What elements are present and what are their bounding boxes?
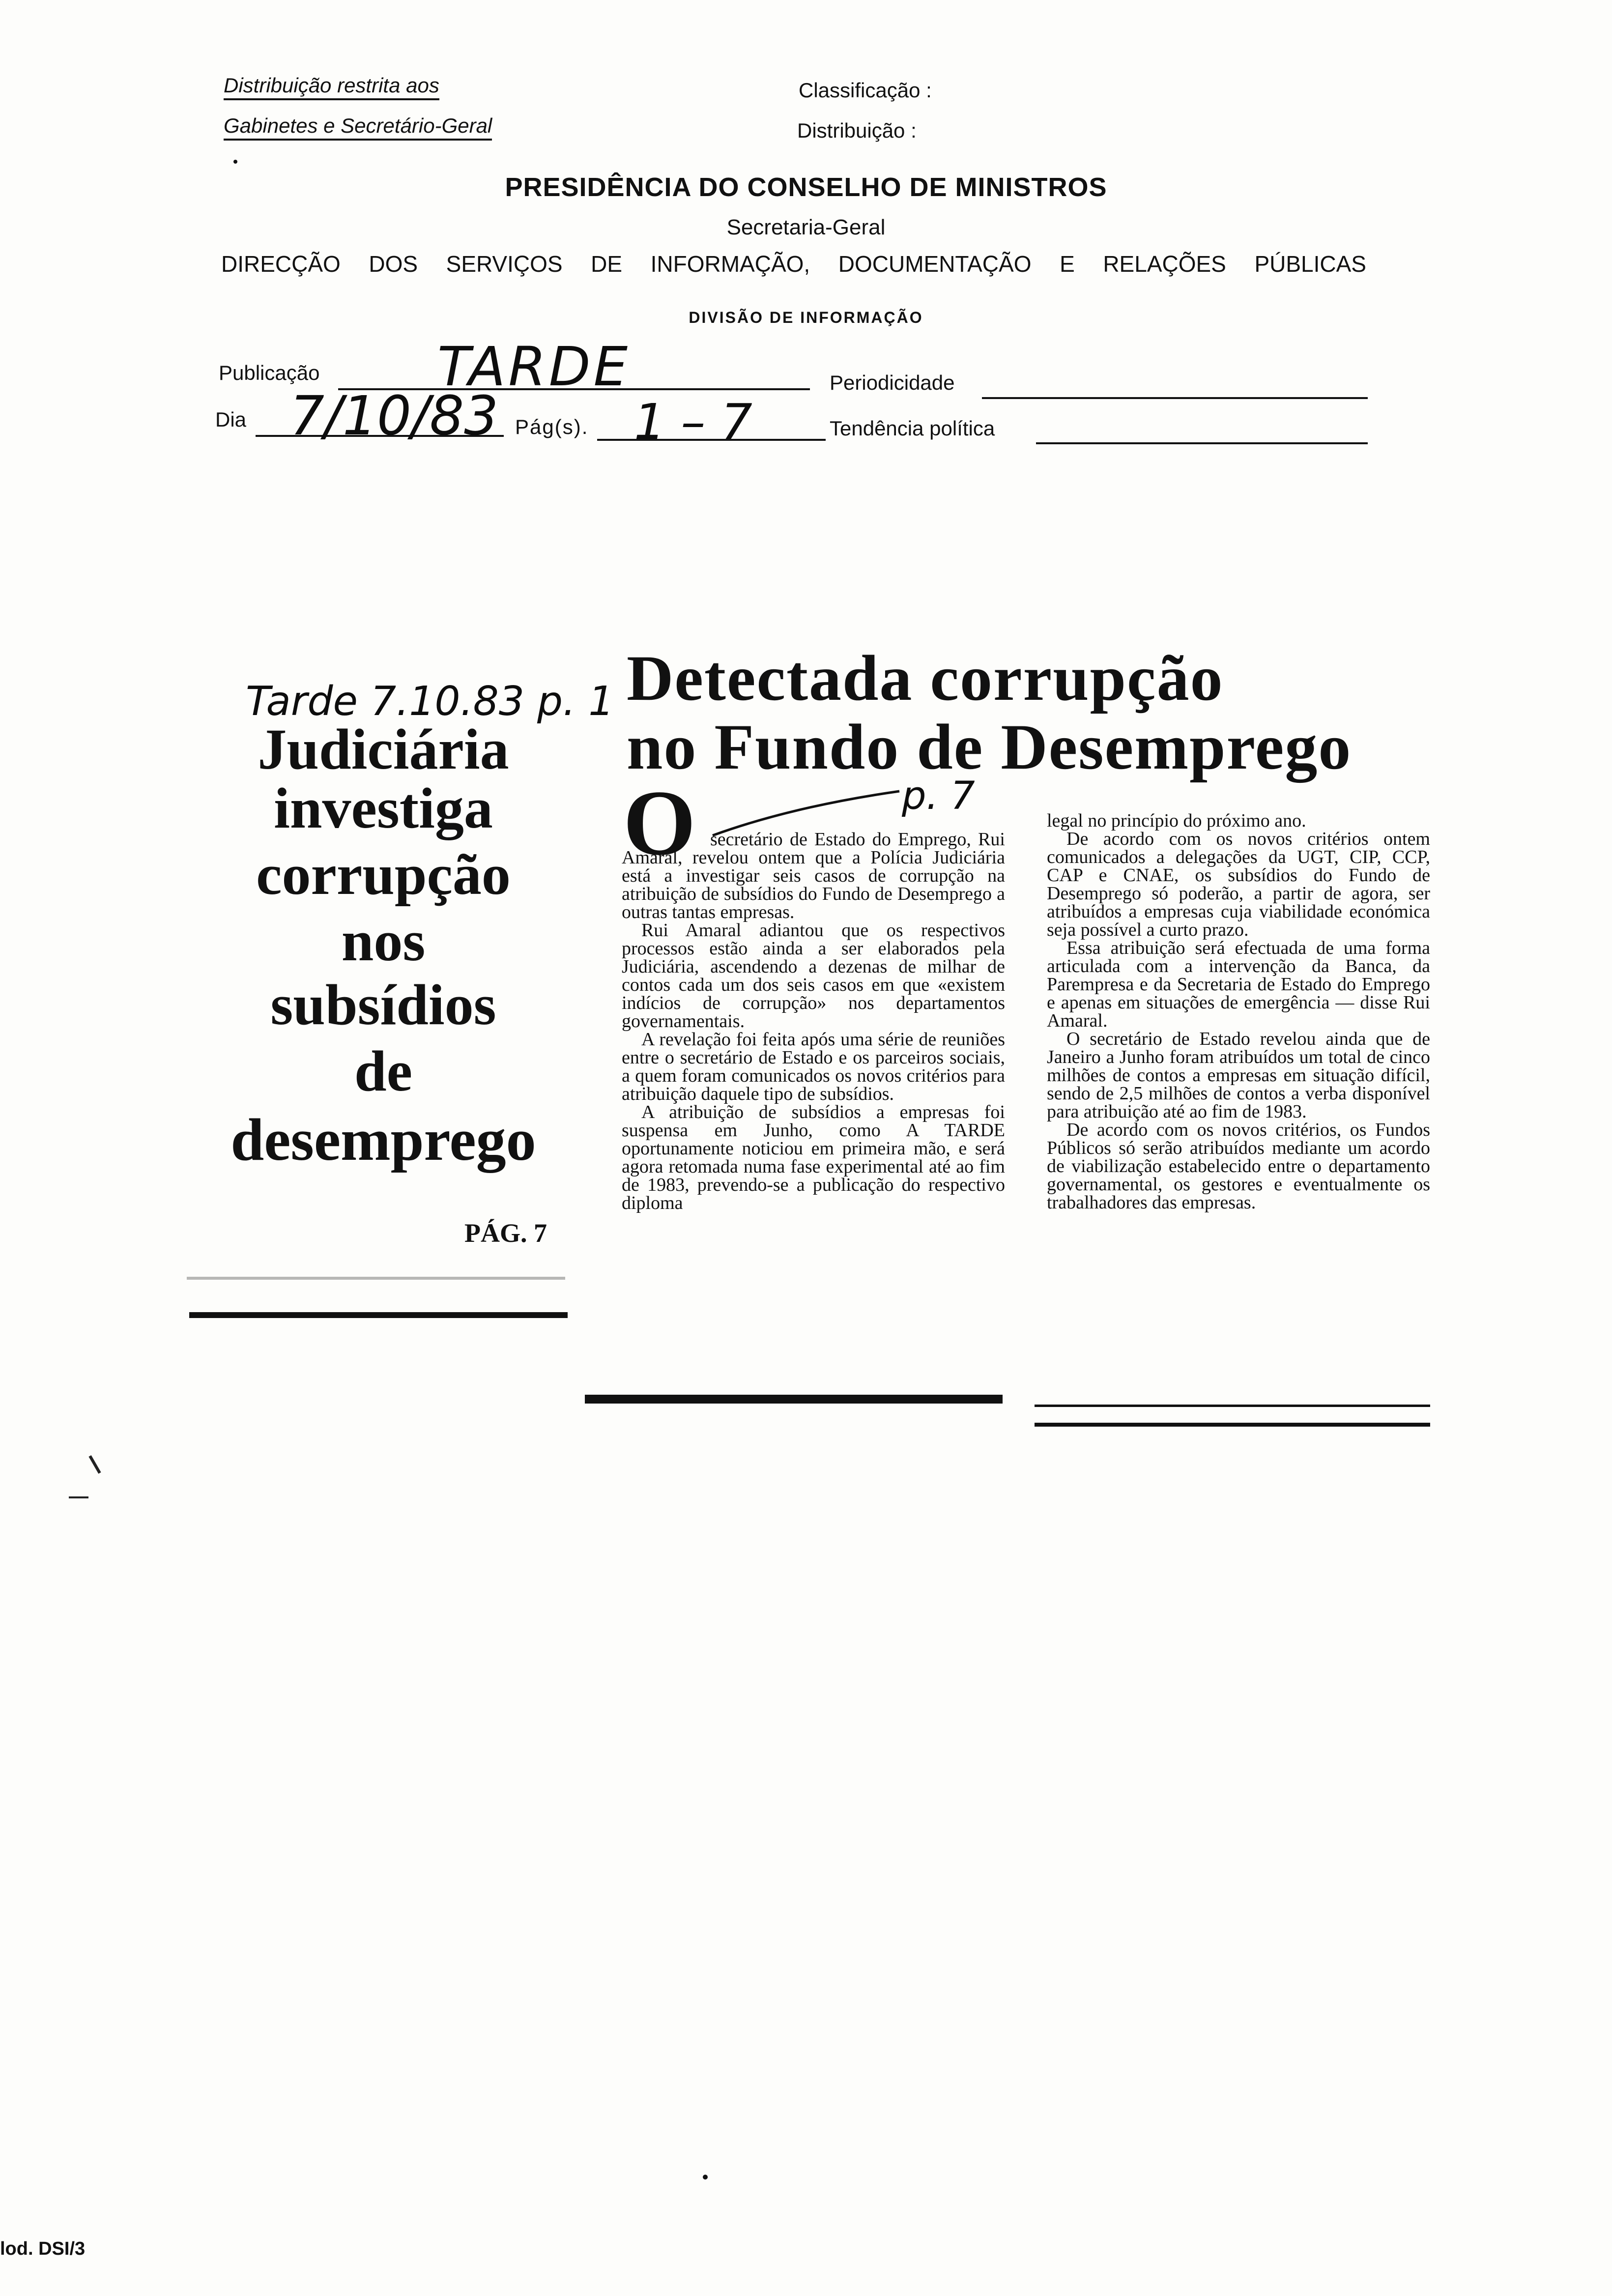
left-clip-noise-line bbox=[187, 1277, 565, 1280]
article-column-1: secretário de Estado do Emprego, Rui Amaral, revelou ontem que a Polícia Judiciária está a investigar seis casos de corrupção na atribuição de subsídios do Fundo de Desemprego a outras tantas empresas. Rui Amaral adiantou que os respectivos processos estão ainda a ser elaborados pela Judiciária, ascendendo a dezenas de milhar de contos cada um dos seis casos em que «existem indícios de corrupção» nos departamentos governamentais. A revelação foi feita após uma série de reuniões entre o secretário de Estado e os parceiros sociais, a quem foram comunicados os novos critérios para atribuição daquele tipo de subsídios. A atribuição de subsídios a empresas foi suspensa em Junho, como A TARDE oportunamente noticiou em primeira mão, e será agora retomada numa fase experimental até ao fim de 1983, prevendo-se a publicação do respectivo diploma bbox=[622, 829, 1005, 1213]
tendency-field-line bbox=[1036, 442, 1368, 444]
article-col2-rule-1 bbox=[1035, 1405, 1430, 1407]
classification-label: Classificação : bbox=[799, 79, 932, 102]
dot-mark bbox=[233, 160, 237, 164]
stray-mark bbox=[69, 1496, 88, 1498]
form-code: lod. DSI/3 bbox=[0, 2239, 86, 2259]
article-col1-bottom-rule bbox=[585, 1395, 1003, 1404]
restricted-distribution-line2: Gabinetes e Secretário-Geral bbox=[224, 114, 492, 141]
pages-value: 1 – 7 bbox=[634, 393, 752, 451]
left-headline: Judiciária investiga corrupção nos subsídios de desemprego bbox=[230, 717, 536, 1173]
secretariat-title: Secretaria-Geral bbox=[726, 215, 886, 239]
day-value: 7/10/83 bbox=[290, 384, 499, 447]
tendency-label: Tendência política bbox=[830, 417, 995, 440]
division-title: DIVISÃO DE INFORMAÇÃO bbox=[689, 309, 923, 326]
handwritten-page: p. 7 bbox=[902, 774, 975, 818]
article-column-2: legal no princípio do próximo ano. De acordo com os novos critérios ontem comunicados a delegações da UGT, CIP, CCP, CAP e CNAE, os subsídios do Fundo de Desemprego só poderão, a partir de agora, ser atribuídos a empresas cuja viabilidade económica seja possível a curto prazo. Essa atribuição será efectuada de uma forma articulada com a intervenção da Banca, da Parempresa e da Secretaria de Estado do Emprego e apenas em situações de emergência — disse Rui Amaral. O secretário de Estado revelou ainda que de Janeiro a Junho foram atribuídos um total de cinco milhões de contos a empresas em situação difícil, sendo de 2,5 milhões de contos a verba disponível para atribuição até ao fim de 1983. De acordo com os novos critérios, os Fundos Públicos só serão atribuídos mediante um acordo de viabilização estabelecido entre o departamento governamental, os gestores e eventualmente os trabalhadores das empresas. bbox=[1047, 810, 1430, 1213]
directorate-title: DIRECÇÃO DOS SERVIÇOS DE INFORMAÇÃO, DOCUMENTAÇÃO E RELAÇÕES PÚBLICAS bbox=[221, 251, 1366, 277]
publication-value: TARDE bbox=[437, 335, 631, 398]
publication-label: Publicação bbox=[219, 361, 320, 384]
periodicity-field-line bbox=[982, 397, 1368, 399]
restricted-distribution-line1: Distribuição restrita aos bbox=[224, 74, 439, 100]
handwritten-note: Tarde 7.10.83 p. 1 bbox=[246, 678, 614, 725]
left-clip-bottom-rule bbox=[189, 1312, 568, 1318]
presidency-title: PRESIDÊNCIA DO CONSELHO DE MINISTROS bbox=[505, 172, 1107, 202]
distribution-label: Distribuição : bbox=[797, 119, 917, 142]
article-dropcap: O bbox=[623, 772, 696, 875]
left-page-ref: PÁG. 7 bbox=[464, 1218, 547, 1248]
stray-mark bbox=[88, 1455, 101, 1474]
stray-dot bbox=[703, 2175, 708, 2180]
pages-label: Pág(s). bbox=[515, 415, 589, 438]
article-col2-rule-2 bbox=[1035, 1423, 1430, 1427]
periodicity-label: Periodicidade bbox=[830, 371, 955, 394]
article-headline: Detectada corrupção no Fundo de Desemprego bbox=[627, 642, 1352, 783]
day-label: Dia bbox=[215, 408, 247, 431]
